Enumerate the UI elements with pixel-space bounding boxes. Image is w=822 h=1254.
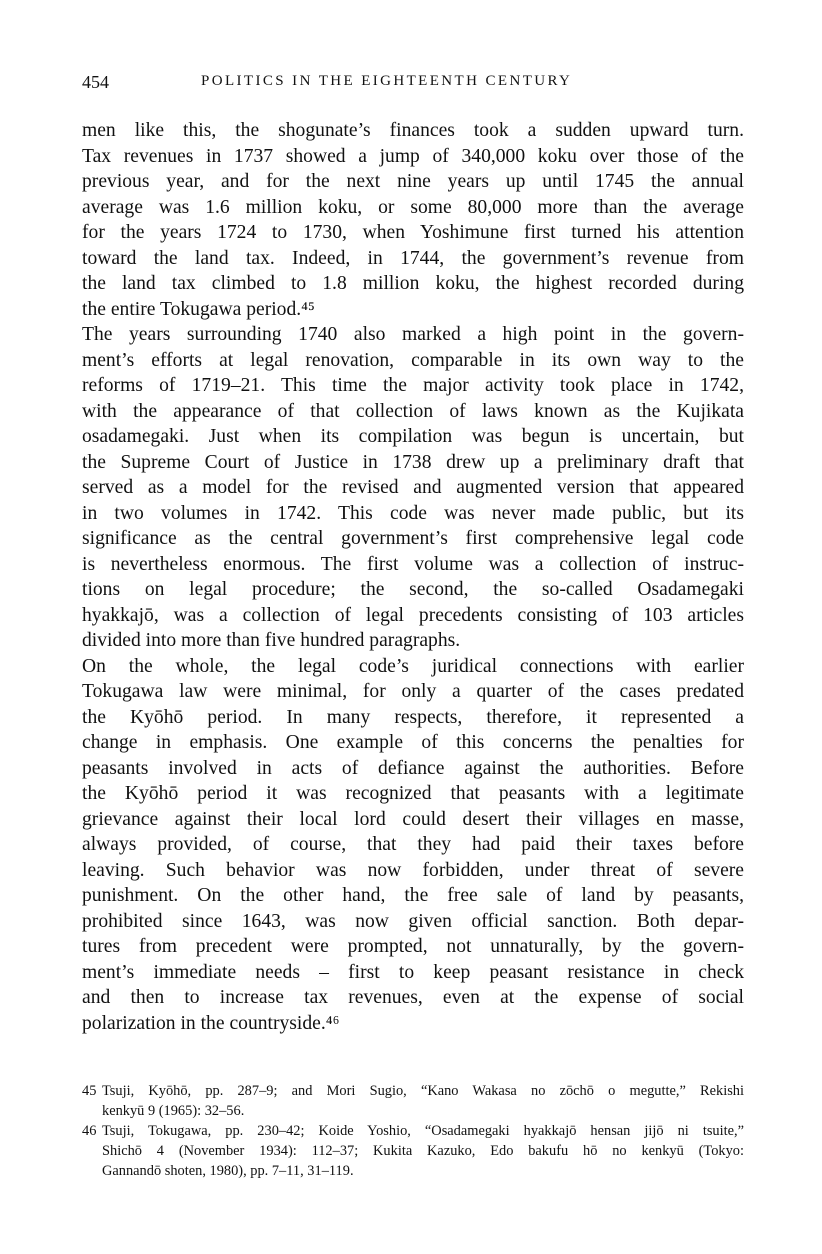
text-line: average was 1.6 million koku, or some 80,000 more than the average (82, 196, 744, 218)
running-head (82, 70, 744, 100)
text-line: in two volumes in 1742. This code was never made public, but its (82, 502, 744, 524)
paragraph (82, 322, 744, 654)
text-line: reforms of 1719–21. This time the major activity took place in 1742, (82, 375, 744, 396)
text-line: prohibited since 1643, was now given official sanction. Both depar- (82, 910, 744, 932)
text-line: men like this, the shogunate’s finances took a sudden upward turn. (82, 120, 744, 141)
page-number: 454 (82, 72, 109, 92)
paragraph (82, 654, 744, 1037)
text-line: On the whole, the legal code’s juridical connections with earlier (82, 655, 744, 677)
text-line: served as a model for the revised and augmented version that appeared (82, 477, 744, 498)
footnote-line: Tsuji, Tokugawa, pp. 230–42; Koide Yoshio, “Osadamegaki hyakkajō hensan jijō ni tsuite,” (102, 1123, 744, 1139)
body-text (82, 118, 744, 1036)
footnotes (82, 1081, 744, 1181)
text-line: always provided, of course, that they had paid their taxes before (82, 834, 744, 855)
text-line: peasants involved in acts of defiance against the authorities. Before (82, 757, 744, 779)
text-line: punishment. On the other hand, the free sale of land by peasants, (82, 885, 744, 906)
text-line: the land tax climbed to 1.8 million koku, the highest recorded during (82, 273, 744, 294)
text-line: change in emphasis. One example of this concerns the penalties for (82, 732, 744, 753)
text-line: osadamegaki. Just when its compilation was begun is uncertain, but (82, 426, 744, 447)
text-line: is nevertheless enormous. The first volume was a collection of instruc- (82, 553, 744, 575)
text-line: and then to increase tax revenues, even at the expense of social (82, 987, 744, 1008)
text-line: Tax revenues in 1737 showed a jump of 340,000 koku over those of the (82, 145, 744, 167)
footnote-line: kenkyū 9 (1965): 32–56. (102, 1103, 245, 1119)
text-line: the Supreme Court of Justice in 1738 drew up a preliminary draft that (82, 451, 744, 473)
text-line: leaving. Such behavior was now forbidden, under threat of severe (82, 859, 744, 881)
text-line: with the appearance of that collection of laws known as the Kujikata (82, 400, 744, 422)
paragraph (82, 118, 744, 322)
text-line: tions on legal procedure; the second, the so-called Osadamegaki (82, 579, 744, 600)
text-line: the entire Tokugawa period.⁴⁵ (82, 298, 315, 320)
text-line: Tokugawa law were minimal, for only a quarter of the cases predated (82, 681, 744, 702)
text-line: the Kyōhō period it was recognized that peasants with a legitimate (82, 783, 744, 804)
text-line: the Kyōhō period. In many respects, therefore, it represented a (82, 706, 744, 728)
text-line: for the years 1724 to 1730, when Yoshimune first turned his attention (82, 222, 744, 243)
footnote-number: 45 (82, 1083, 97, 1099)
footnote (82, 1121, 744, 1181)
text-line: ment’s efforts at legal renovation, comparable in its own way to the (82, 349, 744, 371)
text-line: hyakkajō, was a collection of legal precedents consisting of 103 articles (82, 604, 744, 626)
text-line: polarization in the countryside.⁴⁶ (82, 1012, 340, 1034)
text-line: divided into more than five hundred paragraphs. (82, 630, 461, 651)
footnote-number: 46 (82, 1123, 97, 1139)
footnote-line: Shichō 4 (November 1934): 112–37; Kukita Kazuko, Edo bakufu hō no kenkyū (Tokyo: (102, 1143, 744, 1159)
footnote (82, 1081, 744, 1121)
footnote-line: Gannandō shoten, 1980), pp. 7–11, 31–119. (102, 1163, 354, 1179)
text-line: tures from precedent were prompted, not unnaturally, by the govern- (82, 936, 744, 957)
text-line: significance as the central government’s first comprehensive legal code (82, 528, 744, 549)
text-line: previous year, and for the next nine years up until 1745 the annual (82, 171, 744, 192)
text-line: toward the land tax. Indeed, in 1744, the government’s revenue from (82, 247, 744, 269)
text-line: The years surrounding 1740 also marked a high point in the govern- (82, 324, 744, 345)
page (82, 70, 744, 1036)
footnote-line: Tsuji, Kyōhō, pp. 287–9; and Mori Sugio, “Kano Wakasa no zōchō o megutte,” Rekishi (102, 1083, 744, 1099)
text-line: ment’s immediate needs – first to keep peasant resistance in check (82, 961, 744, 983)
running-title: POLITICS IN THE EIGHTEENTH CENTURY (201, 73, 573, 89)
text-line: grievance against their local lord could desert their villages en masse, (82, 808, 744, 830)
